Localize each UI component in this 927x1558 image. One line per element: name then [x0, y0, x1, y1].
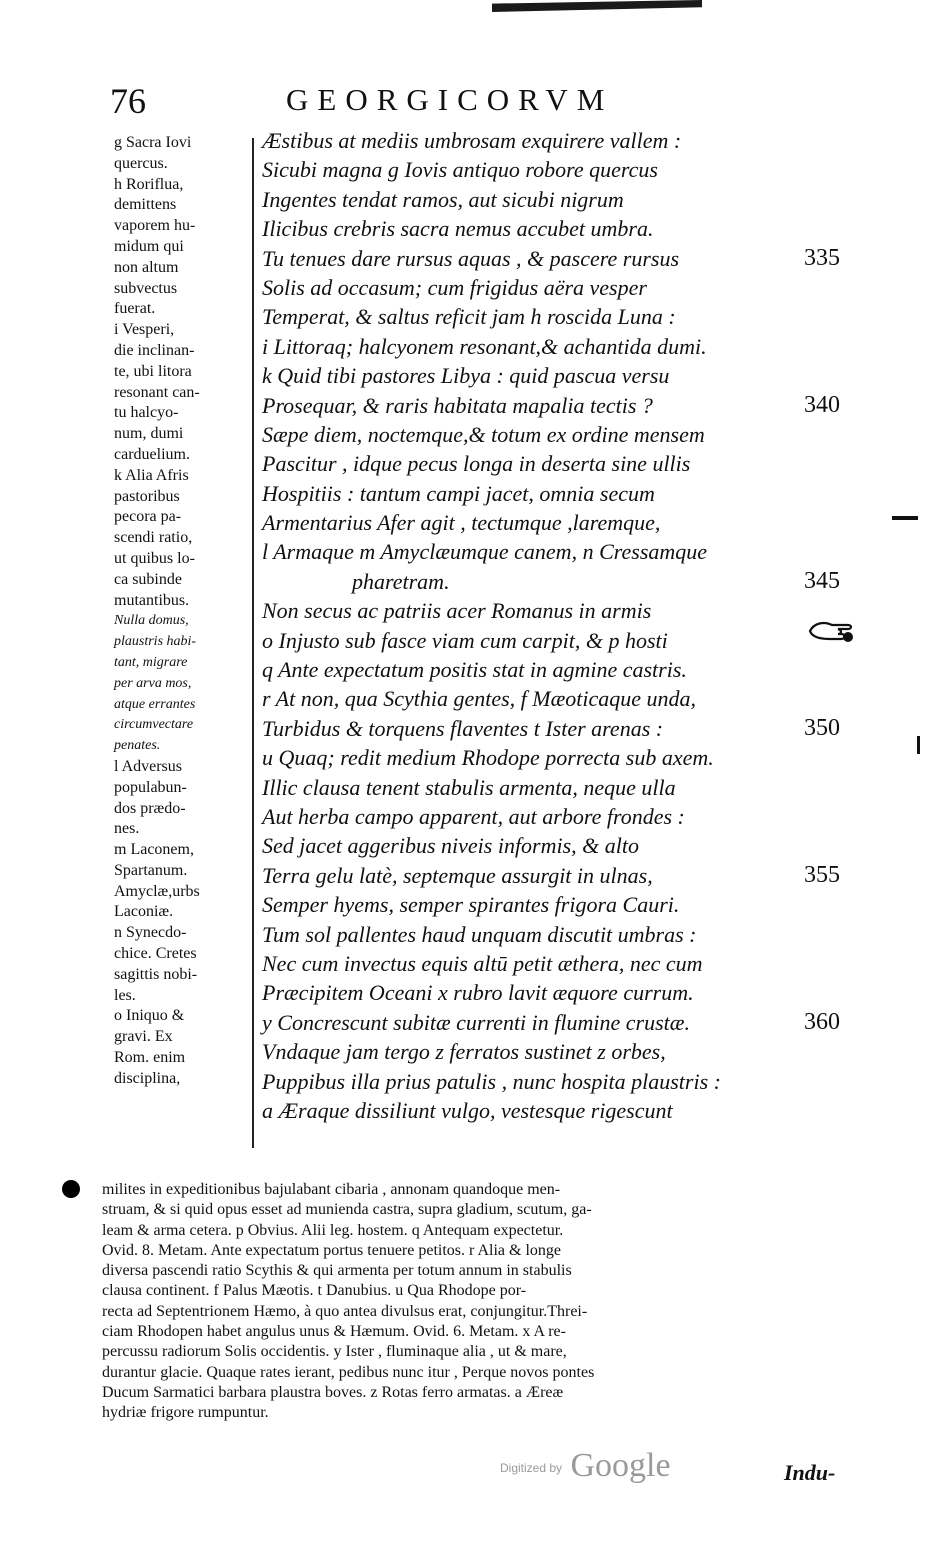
verse-line: [262, 126, 882, 155]
verse-text: Aut herba campo apparent, aut arbore frondes :: [262, 803, 685, 829]
verse-text: Nec cum invectus equis altū petit æthera, nec cum: [262, 950, 703, 976]
verse-text: Sed jacet aggeribus niveis informis, & alto: [262, 833, 640, 859]
verse-text: o Injusto sub fasce viam cum carpit, & p hosti: [262, 627, 668, 653]
gloss-line: plaustris habi-: [114, 634, 197, 650]
gloss-line: les.: [114, 986, 136, 1004]
verse-line: [262, 978, 882, 1007]
verse-line: [262, 861, 882, 890]
verse-text: Semper hyems, semper spirantes frigora Cauri.: [262, 892, 680, 918]
verse-text: Turbidus & torquens flaventes t Ister arenas :: [262, 715, 664, 741]
footnote-line: milites in expeditionibus bajulabant cibaria , annonam quandoque men-: [102, 1181, 561, 1198]
verse-line: [262, 802, 882, 831]
gloss-line: carduelium.: [114, 445, 190, 463]
gloss-line: populabun-: [114, 778, 187, 796]
footnotes: [102, 1180, 862, 1424]
watermark-prefix: Digitized by: [500, 1461, 563, 1475]
verse-text: Ingentes tendat ramos, aut sicubi nigrum: [262, 186, 624, 212]
gloss-line: penates.: [114, 738, 161, 754]
gloss-line: g Sacra Iovi: [114, 134, 192, 151]
verse-text: Hospitiis : tantum campi jacet, omnia secum: [262, 480, 655, 506]
gloss-line: pastoribus: [114, 487, 180, 505]
gloss-line: n Synecdo-: [114, 924, 187, 942]
ink-mark-top: [492, 0, 702, 12]
gloss-line: Spartanum.: [114, 861, 188, 879]
footnote-line: struam, & si quid opus esset ad munienda castra, supra gladium, scutum, ga-: [102, 1201, 592, 1219]
footnote-line: diversa pascendi ratio Scythis & qui armenta per totum annum in stabulis: [102, 1262, 572, 1280]
gloss-line: midum qui: [114, 237, 184, 255]
line-number: 340: [804, 391, 840, 418]
verse-line: [262, 655, 882, 684]
verse-text: Æstibus at mediis umbrosam exquirere vallem :: [262, 128, 682, 153]
verse-line: [262, 714, 882, 743]
verse-line: [262, 773, 882, 802]
page-number: 76: [110, 81, 146, 121]
gloss-line: dos prædo-: [114, 799, 186, 817]
gloss-line: num, dumi: [114, 425, 184, 443]
verse-text: Pascitur , idque pecus longa in deserta sine ullis: [262, 451, 691, 477]
gloss-line: gravi. Ex: [114, 1028, 173, 1046]
verse-text: q Ante expectatum positis stat in agmine castris.: [262, 657, 687, 683]
verse-text: i Littoraq; halcyonem resonant,& achantida dumi.: [262, 333, 707, 359]
footnote-line: recta ad Septentrionem Hæmo, à quo antea divulsus erat, conjungitur.Threi-: [102, 1302, 588, 1320]
footnote-line: clausa continent. f Palus Mæotis. t Danubius. u Qua Rhodope por-: [102, 1282, 527, 1300]
gloss-line: disciplina,: [114, 1069, 181, 1087]
page-header: [110, 80, 810, 124]
verse-line: [262, 214, 882, 243]
footnote-line: leam & arma cetera. p Obvius. Alii leg. hostem. q Antequam expectetur.: [102, 1221, 564, 1239]
footnote-line: ciam Rhodopen habet angulus unus & Hæmum. Ovid. 6. Metam. x A re-: [102, 1323, 566, 1341]
footnote-line: percussu radiorum Solis occidentis. y Ister , fluminaque alia , ut & mare,: [102, 1343, 567, 1361]
gloss-line: pecora pa-: [114, 508, 182, 526]
verse-text: u Quaq; redit medium Rhodope porrecta sub axem.: [262, 745, 714, 771]
running-title: GEORGICORVM: [286, 82, 614, 117]
gloss-line: scendi ratio,: [114, 529, 193, 547]
gloss-line: ca subinde: [114, 570, 182, 588]
verse-line: [262, 244, 882, 273]
gloss-line: die inclinan-: [114, 341, 195, 359]
verse-line: [262, 831, 882, 860]
google-watermark: [500, 1447, 671, 1485]
verse-line: [262, 391, 882, 420]
gloss-line: Nulla domus,: [114, 613, 189, 629]
verse-line: [262, 420, 882, 449]
bullet-mark: [62, 1180, 80, 1198]
verse-line: [262, 626, 882, 655]
gloss-line: quercus.: [114, 154, 168, 172]
footnote-line: hydriæ frigore rumpuntur.: [102, 1404, 269, 1422]
gloss-line: ut quibus lo-: [114, 549, 195, 567]
gloss-line: sagittis nobi-: [114, 965, 198, 983]
verse-text: k Quid tibi pastores Libya : quid pascua versu: [262, 363, 670, 389]
verse-text: pharetram.: [352, 568, 450, 594]
verse-line: [262, 949, 882, 978]
verse-line: [262, 537, 882, 566]
column-rule: [252, 138, 254, 1148]
verse-line: [262, 1067, 882, 1096]
verse-text: Prosequar, & raris habitata mapalia tectis ?: [262, 392, 653, 418]
line-number: 345: [804, 567, 840, 594]
verse-text: Præcipitem Oceani x rubro lavit æquore currum.: [262, 980, 694, 1006]
gloss-line: i Vesperi,: [114, 321, 175, 339]
gloss-line: subvectus: [114, 279, 178, 297]
gloss-line: h Rorifluа,: [114, 175, 184, 193]
gloss-line: te, ubi litora: [114, 362, 192, 380]
verse-line: [262, 449, 882, 478]
verse-text: r At non, qua Scythia gentes, f Mæoticaque unda,: [262, 686, 697, 712]
verse-line: [262, 508, 882, 537]
verse-line: [262, 684, 882, 713]
verse-text: y Concrescunt subitæ currenti in flumine crustæ.: [262, 1009, 690, 1035]
footnote-line: Ovid. 8. Metam. Ante expectatum portus tenuere petitos. r Alia & longe: [102, 1241, 562, 1259]
verse-text: a Æraque dissiliunt vulgo, vestesque rigescunt: [262, 1097, 673, 1123]
verse-line: [262, 920, 882, 949]
footnote-line: Ducum Sarmatici barbara plaustra boves. z Rotas ferro armatas. a Æreæ: [102, 1383, 564, 1401]
verse-line: [262, 567, 882, 596]
verse-text: Tum sol pallentes haud unquam discutit umbras :: [262, 921, 697, 947]
gloss-line: resonant can-: [114, 383, 200, 401]
verse-text: Puppibus illa prius patulis , nunc hospita plaustris :: [262, 1068, 721, 1094]
gloss-line: tant, migrare: [114, 654, 188, 670]
verse-line: [262, 890, 882, 919]
verse-line: [262, 273, 882, 302]
gloss-line: fuerat.: [114, 300, 156, 318]
gloss-line: atque errantes: [114, 696, 196, 712]
pointing-hand-icon: [808, 617, 856, 645]
gloss-line: Amyclæ,urbs: [114, 882, 200, 900]
verse-text: Armentarius Afer agit , tectumque ,laremque,: [262, 510, 661, 536]
margin-gloss: [114, 133, 254, 1090]
verse-line: [262, 302, 882, 331]
gloss-line: non altum: [114, 258, 179, 276]
gloss-line: k Alia Afris: [114, 466, 189, 484]
verse-line: [262, 332, 882, 361]
ink-mark-right-2: [917, 736, 920, 754]
gloss-line: l Adversus: [114, 757, 182, 775]
verse-text: Illic clausa tenent stabulis armenta, neque ulla: [262, 774, 676, 800]
verse-text: Temperat, & saltus reficit jam h roscida Luna :: [262, 304, 676, 330]
verse-line: [262, 361, 882, 390]
verse-line: [262, 479, 882, 508]
gloss-line: Rom. enim: [114, 1049, 186, 1067]
line-number: 355: [804, 861, 840, 888]
gloss-line: mutantibus.: [114, 591, 190, 609]
gloss-line: vaporem hu-: [114, 217, 196, 235]
footnote-line: durantur glacie. Quaque rates ierant, pedibus nunc itur , Perque novos pontes: [102, 1363, 595, 1381]
verse-line: [262, 743, 882, 772]
verse-text: Sicubi magna g Iovis antiquo robore quercus: [262, 157, 658, 183]
gloss-line: per arva mos,: [114, 675, 192, 691]
gloss-line: chice. Cretes: [114, 945, 197, 963]
catchword: Indu-: [784, 1460, 836, 1485]
verse-text: Terra gelu latè, septemque assurgit in ulnas,: [262, 862, 653, 888]
line-number: 335: [804, 244, 840, 271]
ink-mark-right: [892, 516, 918, 520]
verse-line: [262, 1096, 882, 1125]
gloss-line: Laconiæ.: [114, 903, 174, 921]
verse-line: [262, 1037, 882, 1066]
gloss-line: tu halcyo-: [114, 404, 179, 422]
verse-text: l Armaque m Amyclæumque canem, n Cressamque: [262, 539, 708, 565]
verse-column: [262, 126, 882, 1125]
verse-text: Non secus ac patriis acer Romanus in armis: [262, 598, 652, 624]
watermark-brand: Google: [570, 1447, 671, 1484]
gloss-line: nes.: [114, 820, 140, 838]
line-number: 350: [804, 714, 840, 741]
verse-line: [262, 596, 882, 625]
verse-text: Sæpe diem, noctemque,& totum ex ordine mensem: [262, 421, 705, 447]
gloss-line: m Laconem,: [114, 841, 194, 859]
verse-text: Tu tenues dare rursus aquas , & pascere rursus: [262, 245, 680, 271]
verse-text: Solis ad occasum; cum frigidus aëra vesper: [262, 274, 647, 300]
verse-line: [262, 155, 882, 184]
verse-text: Ilicibus crebris sacra nemus accubet umbra.: [262, 216, 654, 242]
gloss-line: circumvectare: [114, 717, 194, 733]
verse-text: Vndaque jam tergo z ferratos sustinet z orbes,: [262, 1039, 666, 1065]
gloss-line: demittens: [114, 196, 177, 214]
verse-line: [262, 185, 882, 214]
line-number: 360: [804, 1008, 840, 1035]
gloss-line: o Iniquo &: [114, 1007, 185, 1025]
verse-line: [262, 1008, 882, 1037]
